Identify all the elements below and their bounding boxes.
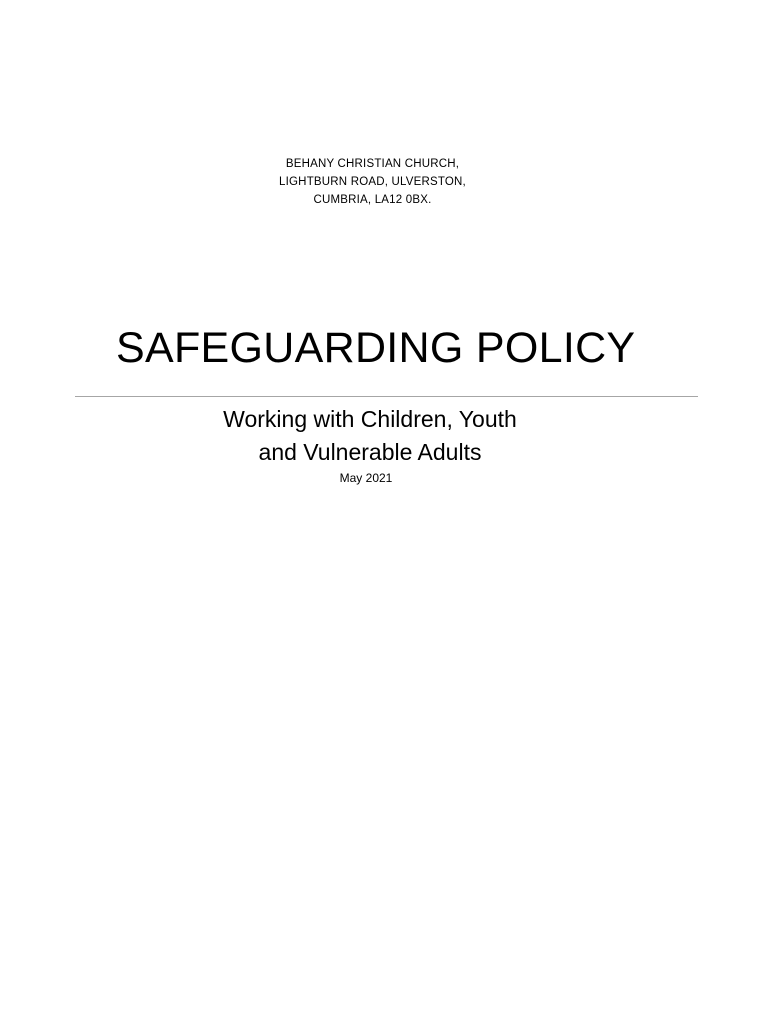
- address-line-county-postcode: CUMBRIA, LA12 0BX.: [313, 194, 432, 206]
- subtitle-line-2: and Vulnerable Adults: [258, 439, 482, 465]
- subtitle-line-1: Working with Children, Youth: [223, 406, 517, 432]
- document-date: May 2021: [339, 471, 393, 485]
- title-divider: [75, 396, 698, 397]
- address-line-street: LIGHTBURN ROAD, ULVERSTON,: [279, 176, 466, 188]
- document-title: SAFEGUARDING POLICY: [116, 324, 636, 372]
- church-address: [0, 155, 745, 209]
- address-line-church-name: BEHANY CHRISTIAN CHURCH,: [285, 158, 460, 170]
- document-subtitle: [0, 403, 740, 469]
